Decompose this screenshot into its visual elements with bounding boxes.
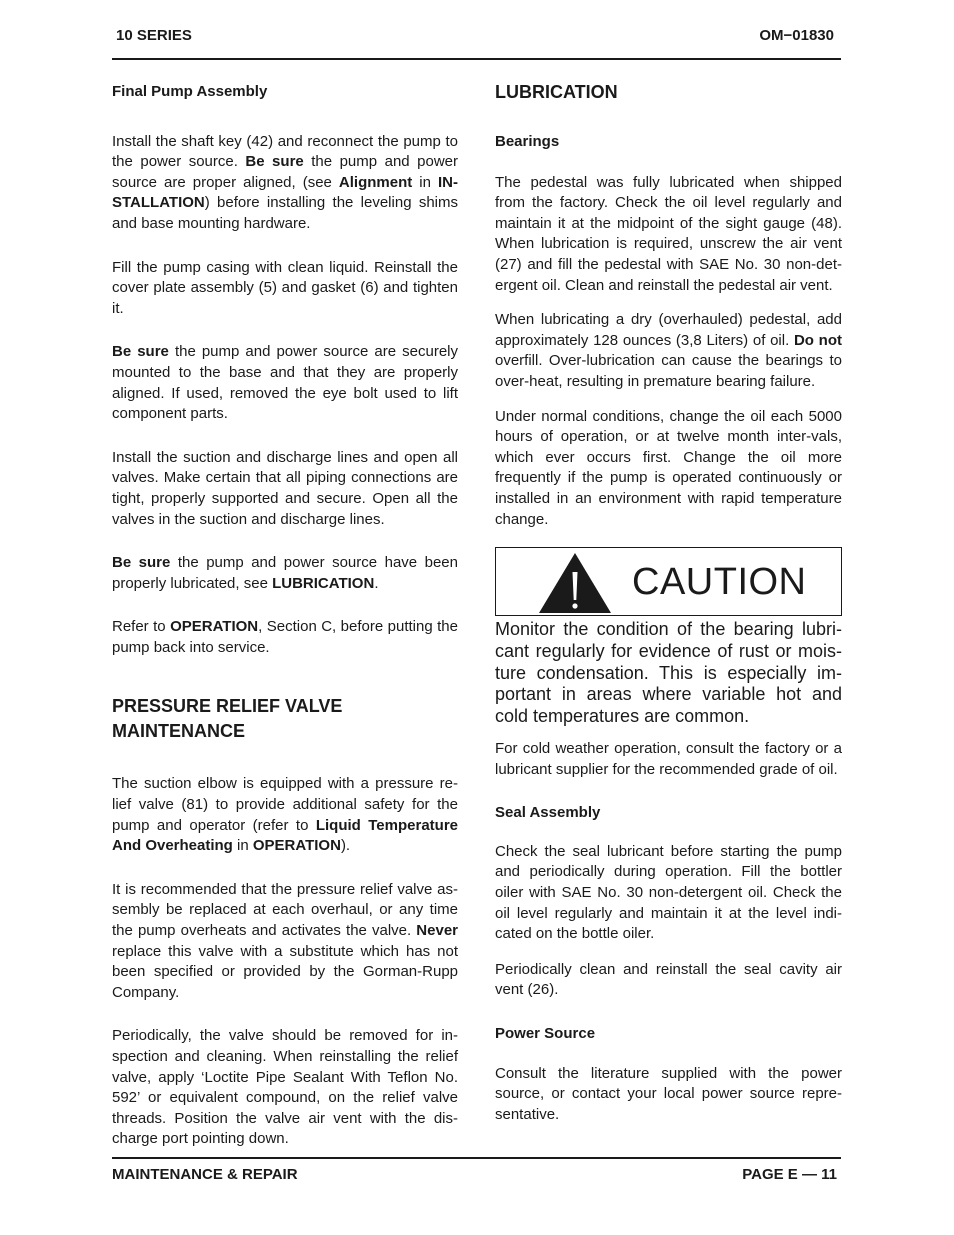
paragraph-mounting: Be sure the pump and power source are securely mounted to the base and that they are properly aligned. If used, removed the eye bolt used to lift component parts. xyxy=(112,343,459,423)
caution-label: CAUTION xyxy=(632,561,807,604)
paragraph-fill-casing: Fill the pump casing with clean liquid. Reinstall the cover plate assembly (5) and gasket (6) and tighten it. xyxy=(112,258,458,317)
final-pump-assembly-heading: Final Pump Assembly xyxy=(112,83,268,100)
paragraph-suction-discharge: Install the suction and discharge lines and open all valves. Make certain that all piping connections are tight, properly supported and secure. Open all the valves in the suction and discharge lines. xyxy=(112,448,458,528)
header-document-number: OM−01830 xyxy=(759,27,834,44)
header-series: 10 SERIES xyxy=(116,27,192,44)
caution-banner xyxy=(495,547,842,616)
paragraph-replace-valve: It is recommended that the pressure relief valve as-sembly be replaced at each overhaul, or any time the pump overheats and activates the valve. Never replace this valve with a substitute which has not been specified or provided by the Gorman-Rupp Company. xyxy=(112,880,458,1001)
footer-page-number: PAGE E — 11 xyxy=(742,1166,837,1183)
pressure-relief-heading-line2: MAINTENANCE xyxy=(112,721,245,742)
paragraph-dry-pedestal: When lubricating a dry (overhauled) pedestal, add approximately 128 ounces (3,8 Liters) of oil. Do not overfill. Over-lubrication can cause the bearings to over-heat, resulting in premature bearing failure. xyxy=(495,311,842,390)
paragraph-suction-elbow: The suction elbow is equipped with a pressure re-lief valve (81) to provide additional safety for the pump and operator (refer to Liquid Temperature And Overheating in OPERATION). xyxy=(112,775,458,855)
paragraph-lubricated: Be sure the pump and power source have been properly lubricated, see LUBRICATION. xyxy=(112,554,458,592)
paragraph-seal-lubricant: Check the seal lubricant before starting the pump and periodically during operation. Fill the bottler oiler with SAE No. 30 non-detergent oil. Check the oil level regularly and maintain it at the level indi-cated on the bottle oiler. xyxy=(495,842,842,943)
seal-assembly-heading: Seal Assembly xyxy=(495,804,601,822)
right-column xyxy=(495,80,842,1125)
pressure-relief-heading-line1: PRESSURE RELIEF VALVE xyxy=(112,696,343,717)
paragraph-pedestal-lubricated: The pedestal was fully lubricated when shipped from the factory. Check the oil level regularly and maintain it at the midpoint of the sight gauge (48). When lubrication is required, unscrew the air vent (27) and fill the pedestal with SAE No. 30 non-det-ergent oil. Clean and reinstall the pedestal air vent. xyxy=(495,173,842,294)
warning-triangle-icon xyxy=(538,552,612,614)
bearings-heading: Bearings xyxy=(495,133,560,150)
left-column xyxy=(112,82,458,1150)
paragraph-oil-change: Under normal conditions, change the oil each 5000 hours of operation, or at twelve month inter-vals, which ever occurs first. Change the oil more frequently if the pump is operated continuously or installed in an environment with rapid temperature change. xyxy=(495,407,842,528)
footer-rule xyxy=(112,1157,841,1159)
paragraph-refer-operation: Refer to OPERATION, Section C, before putting the pump back into service. xyxy=(112,618,458,656)
caution-text: Monitor the condition of the bearing lubri-cant regularly for evidence of rust or mois-ture condensation. This is especially im-portant in areas where variable hot and cold temperatures are common. xyxy=(495,619,842,727)
header-rule xyxy=(112,58,841,60)
paragraph-valve-inspection: Periodically, the valve should be removed for in-spection and cleaning. When reinstalling the relief valve, apply ‘Loctite Pipe Sealant With Teflon No. 592’ or equivalent compound, on the relief valve threads. Position the valve air vent with the dis-charge port pointing down. xyxy=(112,1027,458,1148)
paragraph-seal-vent: Periodically clean and reinstall the seal cavity air vent (26). xyxy=(495,960,842,999)
lubrication-heading: LUBRICATION xyxy=(495,82,618,102)
footer-section-title: MAINTENANCE & REPAIR xyxy=(112,1166,298,1183)
paragraph-power-source: Consult the literature supplied with the power source, or contact your local power source repre-sentative. xyxy=(495,1064,842,1123)
power-source-heading: Power Source xyxy=(495,1025,596,1043)
paragraph-cold-weather: For cold weather operation, consult the factory or a lubricant supplier for the recommended grade of oil. xyxy=(495,740,842,778)
paragraph-shaft-key: Install the shaft key (42) and reconnect the pump to the power source. Be sure the pump and power source are proper aligned, (see Alignment in IN-STALLATION) before installing the leveling shims and base mounting hardware. xyxy=(112,132,458,232)
